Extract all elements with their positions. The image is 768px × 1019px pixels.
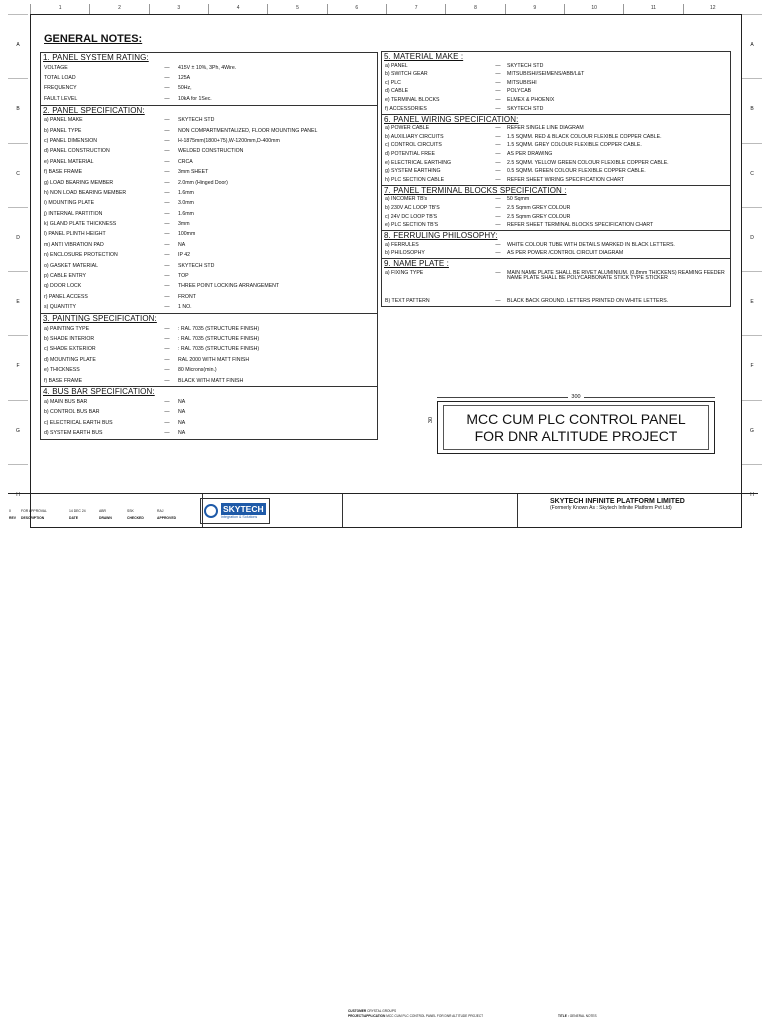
- ruler-row-mark: F: [742, 335, 762, 399]
- spec-value: 1.6mm: [178, 210, 194, 217]
- spec-value: SKYTECH STD: [178, 262, 215, 269]
- section-title: 6. PANEL WIRING SPECIFICATION:: [384, 114, 519, 124]
- spec-dash: —: [495, 196, 501, 203]
- spec-dash: —: [164, 95, 170, 102]
- ruler-col-mark: 9: [505, 4, 564, 14]
- spec-row: [382, 96, 730, 105]
- spec-label: m) ANTI VIBRATION PAD: [44, 241, 104, 248]
- spec-dash: —: [495, 205, 501, 211]
- spec-value: MAIN NAME PLATE SHALL BE RIVET ALUMINIUM. (0.8mm THICKENS) REAMING FEEDER NAME PLATE SHALL BE POLYCARBONATE STICK TYPE STICKER: [507, 270, 725, 282]
- section-title: 1. PANEL SYSTEM RATING:: [43, 53, 149, 62]
- spec-row: [382, 250, 730, 259]
- spec-row: [41, 408, 377, 418]
- spec-dash: —: [164, 189, 170, 196]
- section-title: 5. MATERIAL MAKE :: [384, 52, 464, 61]
- spec-label: e) PANEL MATERIAL: [44, 158, 94, 165]
- ruler-col-mark: 11: [623, 4, 682, 14]
- spec-label: e) ELECTRICAL EARTHING: [385, 159, 452, 166]
- spec-dash: —: [495, 168, 501, 175]
- spec-label: e) TERMINAL BLOCKS: [385, 97, 440, 104]
- spec-value: MITSUBISHI: [507, 79, 537, 86]
- spec-row: [41, 355, 377, 365]
- spec-value: IP 42: [178, 252, 191, 259]
- spec-dash: —: [495, 297, 501, 304]
- ruler-row-mark: H: [8, 464, 28, 528]
- spec-row: [41, 397, 377, 407]
- spec-value: 1.5 SQMM. GREY COLOUR FLEXIBLE COPPER CABLE.: [507, 142, 642, 149]
- spec-label: a) MAIN BUS BAR: [44, 398, 88, 405]
- spec-value: NA: [178, 430, 186, 437]
- revision-cell: 14 DEC 24: [69, 509, 86, 513]
- spec-value: POLYCAB: [507, 88, 532, 95]
- spec-row: [41, 168, 377, 178]
- spec-dash: —: [495, 97, 501, 104]
- ruler-col-mark: 3: [149, 4, 208, 14]
- spec-dash: —: [164, 221, 170, 228]
- spec-value: 0.5 SQMM. GREEN COLOUR FLEXIBLE COPPER CABLE.: [507, 168, 646, 175]
- spec-label: d) MOUNTING PLATE: [44, 356, 96, 363]
- spec-label: b) SHADE INTERIOR: [44, 335, 95, 342]
- spec-label: a) PANEL: [385, 62, 408, 69]
- spec-value: SKYTECH STD: [507, 105, 544, 112]
- spec-value: 100mm: [178, 231, 196, 238]
- spec-value: : RAL 7035 (STRUCTURE FINISH): [178, 346, 260, 353]
- revision-header-cell: CHECKED: [127, 516, 144, 520]
- ruler-row-mark: D: [8, 207, 28, 271]
- spec-label: j) INTERNAL PARTITION: [44, 210, 103, 217]
- section-title: 3. PAINTING SPECIFICATION:: [43, 313, 157, 323]
- spec-row: [382, 168, 730, 177]
- spec-dash: —: [164, 179, 170, 186]
- section-title: 7. PANEL TERMINAL BLOCKS SPECIFICATION :: [384, 185, 567, 195]
- spec-value: 3.0mm: [178, 200, 194, 207]
- spec-value: NON COMPARTMENTALIZED, FLOOR MOUNTING PANEL: [178, 127, 318, 134]
- spec-label: c) PLC: [385, 79, 401, 86]
- ruler-col-mark: 5: [267, 4, 326, 14]
- spec-value: RAL 2000 WITH MATT FINISH: [178, 356, 250, 363]
- spec-dash: —: [164, 158, 170, 165]
- spec-value: 80 Microns(min.): [178, 367, 217, 374]
- ruler-col-mark: 4: [208, 4, 267, 14]
- spec-value: 3mm SHEET: [178, 169, 209, 176]
- ruler-row-mark: D: [742, 207, 762, 271]
- ruler-row-mark: A: [8, 14, 28, 78]
- spec-label: d) CABLE: [385, 88, 409, 95]
- spec-label: c) PANEL DIMENSION: [44, 137, 98, 144]
- spec-dash: —: [495, 125, 501, 132]
- section-title: 4. BUS BAR SPECIFICATION:: [43, 387, 155, 397]
- spec-value: 1.6mm: [178, 189, 194, 196]
- revision-header-cell: APPROVED: [157, 516, 177, 520]
- spec-value: 1 NO.: [178, 304, 192, 311]
- spec-dash: —: [164, 419, 170, 426]
- spec-value: THREE POINT LOCKING ARRANGEMENT: [178, 283, 280, 290]
- spec-label: g) LOAD BEARING MEMBER: [44, 179, 114, 186]
- notes-section: [381, 51, 731, 114]
- spec-value: BLACK BACK GROUND. LETTERS PRINTED ON WHITE LETTERS.: [507, 297, 669, 304]
- spec-dash: —: [164, 409, 170, 416]
- ruler-col-mark: 1: [30, 4, 89, 14]
- notes-section: [40, 105, 378, 313]
- spec-label: r) PANEL ACCESS: [44, 293, 88, 300]
- spec-dash: —: [495, 79, 501, 86]
- spec-label: a) FERRULES: [385, 241, 419, 248]
- spec-row: [382, 204, 730, 213]
- spec-value: 2.0mm (Hinged Door): [178, 179, 228, 186]
- spec-row: [41, 157, 377, 167]
- spec-row: [41, 116, 377, 126]
- spec-dash: —: [164, 85, 170, 92]
- spec-label: a) PAINTING TYPE: [44, 325, 90, 332]
- spec-label: f) ACCESSORIES: [385, 105, 427, 112]
- spec-dash: —: [495, 88, 501, 95]
- spec-value: TOP: [178, 273, 189, 280]
- spec-value: 2.5 Sqmm GREY COLOUR: [507, 205, 571, 211]
- spec-dash: —: [164, 252, 170, 259]
- spec-dash: —: [495, 159, 501, 166]
- spec-dash: —: [495, 151, 501, 158]
- spec-dash: —: [164, 117, 170, 124]
- spec-label: h) PLC SECTION CABLE: [385, 176, 445, 183]
- spec-label: b) PHILOSOPHY: [385, 250, 425, 257]
- spec-value: 125A: [178, 74, 191, 81]
- name-plate-line-1: MCC CUM PLC CONTROL PANEL: [466, 411, 686, 428]
- revision-cell: SSK: [127, 509, 134, 513]
- logo-globe-icon: [204, 504, 218, 518]
- revision-table: [8, 494, 203, 527]
- spec-dash: —: [495, 71, 501, 78]
- spec-dash: —: [495, 133, 501, 140]
- company-name: SKYTECH INFINITE PLATFORM LIMITED (Formerly Known As : Skytech Infinite Platform Pvt Ltd): [550, 498, 685, 511]
- spec-dash: —: [164, 74, 170, 81]
- spec-label: c) 24V DC LOOP TB'S: [385, 213, 438, 220]
- spec-label: n) ENCLOSURE PROTECTION: [44, 252, 118, 259]
- spec-dash: —: [164, 367, 170, 374]
- spec-row: [382, 79, 730, 88]
- spec-value: AS PER DRAWING: [507, 151, 553, 158]
- spec-row: [382, 213, 730, 222]
- spec-label: b) CONTROL BUS BAR: [44, 409, 100, 416]
- spec-label: a) FIXING TYPE: [385, 270, 424, 277]
- ruler-row-mark: C: [742, 143, 762, 207]
- ruler-row-mark: A: [742, 14, 762, 78]
- spec-label: o) GASKET MATERIAL: [44, 262, 99, 269]
- spec-dash: —: [164, 231, 170, 238]
- spec-label: h) NON LOAD BEARING MEMBER: [44, 189, 127, 196]
- notes-section: [40, 52, 378, 105]
- spec-dash: —: [495, 105, 501, 112]
- spec-row: [41, 199, 377, 209]
- spec-row: [382, 159, 730, 168]
- spec-row: [382, 176, 730, 185]
- notes-section: [40, 386, 378, 440]
- spec-label: c) SHADE EXTERIOR: [44, 346, 96, 353]
- spec-row: [41, 429, 377, 439]
- spec-label: k) GLAND PLATE THICKNESS: [44, 221, 117, 228]
- spec-row: [382, 88, 730, 97]
- spec-dash: —: [495, 62, 501, 69]
- spec-row: [41, 136, 377, 146]
- spec-value: 50 Sqmm: [507, 196, 530, 203]
- spec-label: b) AUXILIARY CIRCUITS: [385, 133, 444, 140]
- skytech-logo: SKYTECH Integration & Solutions: [200, 498, 270, 524]
- spec-label: a) INCOMER TB's: [385, 196, 428, 203]
- spec-value: : RAL 7035 (STRUCTURE FINISH): [178, 325, 260, 332]
- spec-dash: —: [164, 200, 170, 207]
- spec-label: g) SYSTEM EARTHING: [385, 168, 441, 175]
- spec-dash: —: [164, 137, 170, 144]
- spec-row: [41, 345, 377, 355]
- spec-label: TOTAL LOAD: [44, 74, 76, 81]
- notes-section: [381, 258, 731, 307]
- spec-row: [41, 188, 377, 198]
- row-ruler-right: [742, 14, 762, 528]
- spec-row: [382, 297, 730, 306]
- spec-label: FAULT LEVEL: [44, 95, 78, 102]
- ruler-row-mark: C: [8, 143, 28, 207]
- spec-value: WHITE COLOUR TUBE WITH DETAILS MARKED IN BLACK LETTERS.: [507, 241, 675, 248]
- spec-label: p) CABLE ENTRY: [44, 273, 86, 280]
- spec-dash: —: [495, 241, 501, 248]
- spec-label: q) DOOR LOCK: [44, 283, 82, 290]
- spec-value: NA: [178, 241, 186, 248]
- spec-value: FRONT: [178, 293, 196, 300]
- revision-header-cell: DESCRIPTION: [21, 516, 45, 520]
- spec-label: s) QUANTITY: [44, 304, 76, 311]
- spec-value: 1.5 SQMM. RED & BLACK COLOUR FLEXIBLE COPPER CABLE.: [507, 133, 662, 140]
- spec-dash: —: [164, 335, 170, 342]
- spec-label: b) PANEL TYPE: [44, 127, 82, 134]
- spec-value: 3mm: [178, 221, 190, 228]
- revision-cell: 0: [9, 509, 11, 513]
- spec-row: [41, 73, 377, 83]
- ruler-col-mark: 7: [386, 4, 445, 14]
- spec-dash: —: [164, 283, 170, 290]
- ruler-row-mark: F: [8, 335, 28, 399]
- spec-row: [41, 94, 377, 104]
- spec-row: [41, 271, 377, 281]
- spec-value: SKYTECH STD: [178, 117, 215, 124]
- spec-row: [382, 241, 730, 250]
- name-plate-line-2: FOR DNR ALTITUDE PROJECT: [474, 427, 678, 444]
- spec-dash: —: [164, 273, 170, 280]
- revision-header-cell: DRAWN: [99, 516, 112, 520]
- spec-row: [41, 376, 377, 386]
- notes-section: [381, 230, 731, 258]
- spec-dash: —: [164, 346, 170, 353]
- spec-dash: —: [164, 262, 170, 269]
- spec-dash: —: [164, 64, 170, 71]
- ruler-col-mark: 8: [445, 4, 504, 14]
- spec-value: 10kA for 1Sec.: [178, 95, 212, 102]
- spec-row: [41, 251, 377, 261]
- spec-value: : RAL 7035 (STRUCTURE FINISH): [178, 335, 260, 342]
- spec-label: a) PANEL MAKE: [44, 117, 83, 124]
- revision-header-cell: REV: [9, 516, 16, 520]
- spec-label: c) ELECTRICAL EARTH BUS: [44, 419, 113, 426]
- spec-value: 2.5 Sqmm GREY COLOUR: [507, 213, 571, 220]
- spec-row: [41, 230, 377, 240]
- ruler-row-mark: B: [8, 78, 28, 142]
- spec-row: [41, 126, 377, 136]
- spec-value: WELDED CONSTRUCTION: [178, 148, 244, 155]
- notes-section: [381, 185, 731, 230]
- ruler-row-mark: B: [742, 78, 762, 142]
- spec-dash: —: [495, 142, 501, 149]
- spec-row: [41, 147, 377, 157]
- revision-cell: ABR: [99, 509, 106, 513]
- spec-row: [41, 292, 377, 302]
- spec-value: ELMEX & PHOENIX: [507, 97, 555, 104]
- spec-row: [41, 334, 377, 344]
- section-title: 8. FERRULING PHILOSOPHY:: [384, 231, 498, 241]
- spec-dash: —: [164, 210, 170, 217]
- spec-value: CRCA: [178, 158, 193, 165]
- spec-label: d) PANEL CONSTRUCTION: [44, 148, 110, 155]
- general-notes-title: GENERAL NOTES:: [44, 33, 143, 45]
- spec-label: e) PLC SECTION TB'S: [385, 222, 439, 229]
- spec-dash: —: [164, 127, 170, 134]
- spec-label: FREQUENCY: [44, 85, 77, 92]
- spec-row: [382, 133, 730, 142]
- row-ruler-left: [8, 14, 28, 528]
- spec-row: [382, 142, 730, 151]
- spec-label: c) CONTROL CIRCUITS: [385, 142, 442, 149]
- spec-dash: —: [495, 250, 501, 257]
- revision-cell: RAJ: [157, 509, 164, 513]
- spec-dash: —: [495, 176, 501, 183]
- spec-value: 415V ± 10%, 3Ph, 4Wire.: [178, 64, 237, 71]
- spec-value: SKYTECH STD: [507, 62, 544, 69]
- spec-row: [41, 418, 377, 428]
- spec-dash: —: [164, 293, 170, 300]
- spec-value: 50Hz,: [178, 85, 192, 92]
- ruler-col-mark: 10: [564, 4, 623, 14]
- company-cell: TITLE : GENERAL NOTES: [558, 1014, 597, 1018]
- spec-label: b) 230V AC LOOP TB'S: [385, 205, 440, 211]
- spec-row: [41, 209, 377, 219]
- spec-row: [41, 84, 377, 94]
- spec-row: [41, 219, 377, 229]
- spec-row: [382, 125, 730, 134]
- spec-dash: —: [164, 398, 170, 405]
- spec-row: [382, 196, 730, 205]
- spec-label: e) THICKNESS: [44, 367, 80, 374]
- spec-label: f) BASE FRAME: [44, 169, 83, 176]
- ruler-row-mark: G: [8, 400, 28, 464]
- name-plate-inner-border: [443, 405, 709, 450]
- spec-dash: —: [164, 304, 170, 311]
- ruler-col-mark: 6: [327, 4, 386, 14]
- spec-value: MITSUBISHI/SEIMENS/ABB/L&T: [507, 71, 585, 78]
- spec-row: [41, 282, 377, 292]
- spec-row: [382, 222, 730, 231]
- spec-label: VOLTAGE: [44, 64, 68, 71]
- spec-value: BLACK WITH MATT FINISH: [178, 377, 244, 384]
- dimension-width: 300: [437, 394, 715, 400]
- spec-row: [382, 105, 730, 114]
- ruler-row-mark: E: [8, 271, 28, 335]
- section-title: 2. PANEL SPECIFICATION:: [43, 105, 145, 115]
- spec-value: NA: [178, 398, 186, 405]
- revision-header-cell: DATE: [69, 516, 78, 520]
- spec-dash: —: [164, 148, 170, 155]
- ruler-row-mark: H: [742, 464, 762, 528]
- spec-row: [382, 269, 730, 297]
- spec-label: f) BASE FRAME: [44, 377, 83, 384]
- spec-dash: —: [164, 430, 170, 437]
- spec-value: REFER SINGLE LINE DIAGRAM: [507, 125, 584, 132]
- spec-row: [41, 240, 377, 250]
- spec-value: AS PER POWER /CONTROL CIRCUIT DIAGRAM: [507, 250, 624, 257]
- ruler-col-mark: 2: [89, 4, 148, 14]
- spec-value: REFER SHEET TERMINAL BLOCKS SPECIFICATION CHART: [507, 222, 654, 229]
- spec-value: H-1875mm(1800+75),W-1200mm,D-400mm: [178, 137, 280, 144]
- spec-label: i) MOUNTING PLATE: [44, 200, 95, 207]
- spec-dash: —: [164, 377, 170, 384]
- spec-label: B) TEXT PATTERN: [385, 297, 430, 304]
- section-title: 9. NAME PLATE :: [384, 259, 449, 269]
- spec-row: [41, 63, 377, 73]
- notes-right-column: [381, 51, 731, 307]
- spec-label: b) SWITCH GEAR: [385, 71, 428, 78]
- spec-value: NA: [178, 409, 186, 416]
- spec-dash: —: [495, 270, 501, 277]
- project-cell: CUSTOMER CRYSTAL GROUPS PROJECT/APPLICATION MCC CUM PLC CONTROL PANEL FOR DNR ALTITUDE PROJECT: [343, 494, 518, 527]
- spec-dash: —: [164, 241, 170, 248]
- ruler-row-mark: E: [742, 271, 762, 335]
- spec-row: [41, 303, 377, 313]
- spec-dash: —: [495, 222, 501, 229]
- spec-dash: —: [164, 325, 170, 332]
- spec-row: [41, 324, 377, 334]
- spec-row: [382, 62, 730, 71]
- notes-section: [381, 114, 731, 185]
- revision-cell: FOR APPROVAL: [21, 509, 47, 513]
- spec-row: [382, 150, 730, 159]
- spec-label: d) POTENTIAL FREE: [385, 151, 435, 158]
- spec-label: d) SYSTEM EARTH BUS: [44, 430, 103, 437]
- spec-value: REFER SHEET WIRING SPECIFICATION CHART: [507, 176, 625, 183]
- spec-row: [382, 71, 730, 80]
- spec-row: [41, 178, 377, 188]
- spec-dash: —: [495, 213, 501, 220]
- notes-left-column: [40, 52, 378, 440]
- spec-dash: —: [164, 356, 170, 363]
- column-ruler: [30, 4, 742, 14]
- spec-dash: —: [164, 169, 170, 176]
- spec-row: [41, 261, 377, 271]
- dimension-height: 30: [428, 416, 435, 424]
- spec-label: l) PANEL PLINTH HEIGHT: [44, 231, 106, 238]
- spec-row: [41, 366, 377, 376]
- ruler-col-mark: 12: [683, 4, 742, 14]
- notes-section: [40, 313, 378, 386]
- ruler-row-mark: G: [742, 400, 762, 464]
- spec-value: 2.5 SQMM. YELLOW GREEN COLOUR FLEXIBLE COPPER CABLE.: [507, 159, 669, 166]
- spec-label: a) POWER CABLE: [385, 125, 430, 132]
- spec-value: NA: [178, 419, 186, 426]
